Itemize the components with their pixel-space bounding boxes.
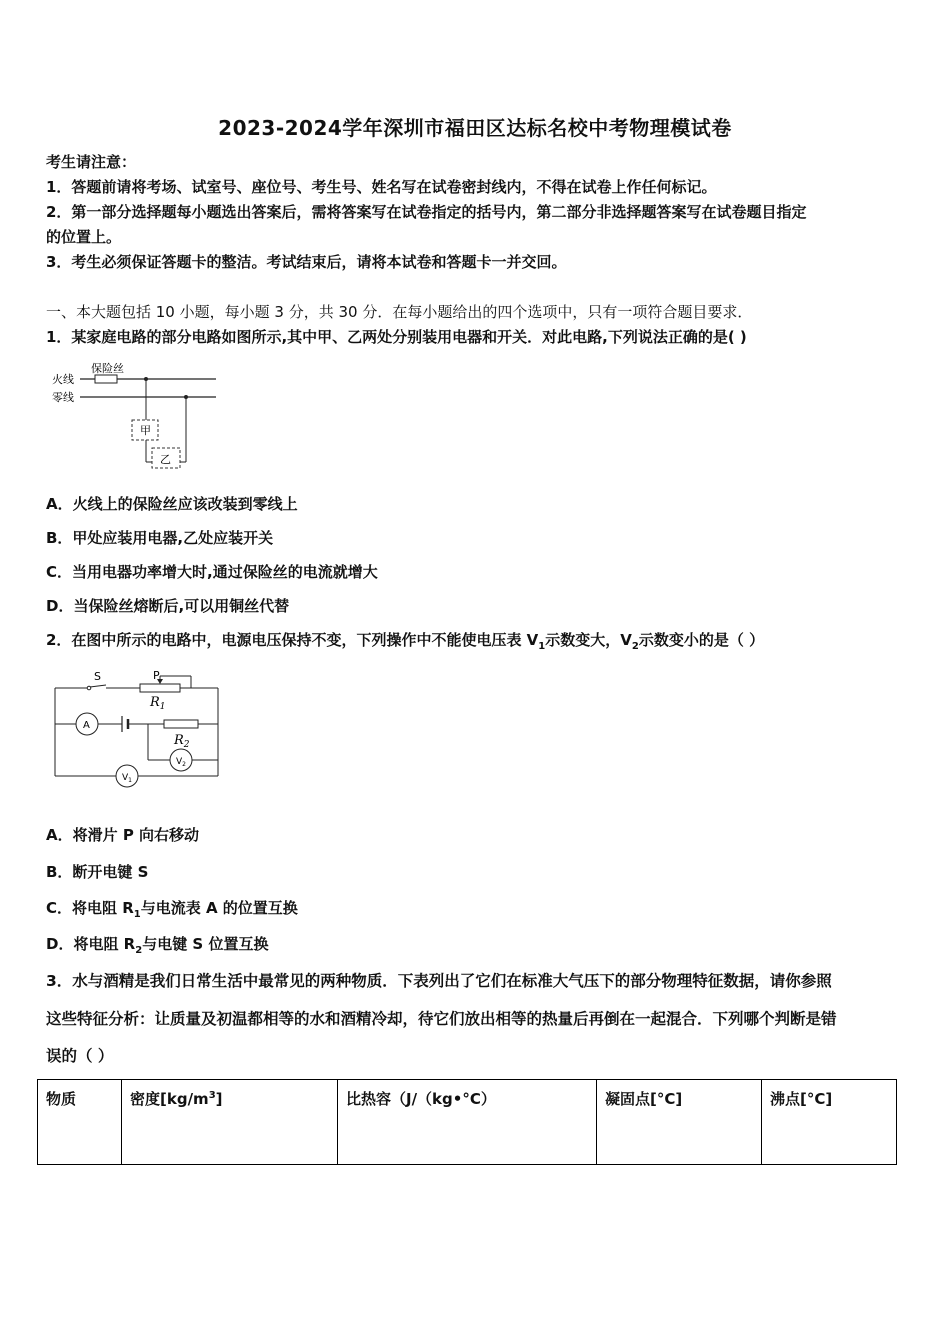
q2-option-a: A．将滑片 P 向右移动 — [46, 826, 200, 844]
header-substance: 物质 — [38, 1080, 122, 1165]
q1-option-c: C．当用电器功率增大时,通过保险丝的电流就增大 — [46, 563, 378, 581]
jia-label: 甲 — [140, 424, 151, 437]
yi-label: 乙 — [160, 453, 171, 466]
q1-stem: 1．某家庭电路的部分电路如图所示,其中甲、乙两处分别装用电器和开关．对此电路,下列说法正确的是( ) — [46, 328, 747, 346]
q1-option-b: B．甲处应装用电器,乙处应装开关 — [46, 529, 274, 547]
switch-s-label: S — [94, 670, 101, 683]
r2-label: $R_2$ — [174, 733, 190, 750]
fuse-label: 保险丝 — [91, 362, 124, 375]
page-title: 2023-2024学年深圳市福田区达标名校中考物理模试卷 — [218, 116, 732, 140]
voltmeter-v1-label: $V_1$ — [122, 773, 132, 784]
q1-option-a: A．火线上的保险丝应该改装到零线上 — [46, 495, 298, 513]
q2-option-c: C．将电阻 $R_1$与电流表 A 的位置互换 — [46, 899, 298, 920]
q2-stem: 2．在图中所示的电路中，电源电压保持不变，下列操作中不能使电压表 $V_1$示数变大，$V_2$示数变小的是（ ） — [46, 631, 765, 652]
q3-stem-line: 3．水与酒精是我们日常生活中最常见的两种物质．下表列出了它们在标准大气压下的部分物理特征数据，请你参照 — [46, 972, 832, 990]
header-density: 密度$[kg/m^3]$ — [122, 1080, 338, 1165]
table-header-row — [38, 1080, 897, 1165]
ammeter-label: A — [83, 720, 90, 731]
header-freezing-point: 凝固点[°C] — [597, 1080, 762, 1165]
q2-option-d: D．将电阻 $R_2$与电键 S 位置互换 — [46, 935, 269, 956]
header-specific-heat: 比热容（J/（kg•°C） — [338, 1080, 597, 1165]
q3-stem-line: 这些特征分析：让质量及初温都相等的水和酒精冷却，待它们放出相等的热量后再倒在一起混合．下列哪个判断是错 — [46, 1010, 837, 1028]
r1-label: $R_1$ — [150, 695, 166, 712]
q1-circuit-diagram — [46, 358, 226, 478]
note-item: 的位置上。 — [46, 228, 122, 246]
voltmeter-v2-label: $V_2$ — [176, 757, 186, 768]
q3-stem-line: 误的（ ） — [46, 1047, 114, 1065]
slider-p-label: P — [153, 669, 160, 682]
properties-table — [37, 1079, 897, 1165]
notes-heading: 考生请注意： — [46, 153, 137, 171]
note-item: 2．第一部分选择题每小题选出答案后，需将答案写在试卷指定的括号内，第二部分非选择题答案写在试卷题目指定 — [46, 203, 807, 221]
neutral-wire-label: 零线 — [52, 391, 74, 404]
q1-option-d: D．当保险丝熔断后,可以用铜丝代替 — [46, 597, 290, 615]
q2-option-b: B．断开电键 S — [46, 863, 149, 881]
live-wire-label: 火线 — [52, 373, 74, 386]
header-boiling-point: 沸点[°C] — [762, 1080, 897, 1165]
q2-circuit-diagram — [46, 664, 226, 792]
note-item: 1．答题前请将考场、试室号、座位号、考生号、姓名写在试卷密封线内，不得在试卷上作任何标记。 — [46, 178, 717, 196]
section-intro: 一、本大题包括 10 小题，每小题 3 分，共 30 分．在每小题给出的四个选项中，只有一项符合题目要求． — [46, 303, 753, 321]
note-item: 3．考生必须保证答题卡的整洁。考试结束后，请将本试卷和答题卡一并交回。 — [46, 253, 567, 271]
